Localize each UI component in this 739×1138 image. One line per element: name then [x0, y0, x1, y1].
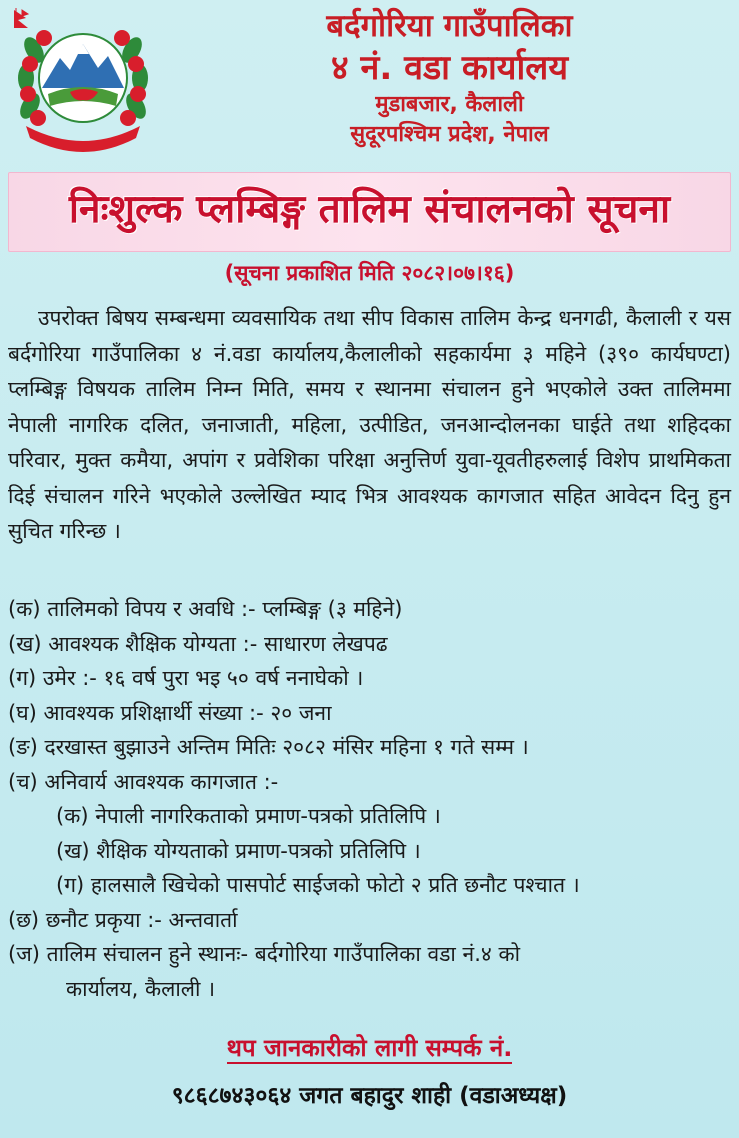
list-item: (ज) तालिम संचालन हुने स्थानः- बर्दगोरिया गाउँपालिका वडा नं.४ को: [8, 942, 521, 966]
list-item: (क) तालिमको विपय र अवधि :- प्लम्बिङ्ग (३ महिने): [8, 597, 403, 621]
requirements-list: [8, 592, 731, 1006]
published-date: (सूचना प्रकाशित मिति २०८२।०७।१६): [224, 261, 515, 285]
list-item: (ख) आवश्यक शैक्षिक योग्यता :- साधारण लेखपढ: [8, 631, 388, 656]
document-item: (ख) शैक्षिक योग्यताको प्रमाण-पत्रको प्रतिलिपि ।: [56, 838, 421, 863]
contact-heading: [0, 1030, 739, 1066]
office-address: मुडाबजार, कैलाली: [375, 92, 524, 117]
intro-paragraph: [8, 301, 731, 550]
list-item: (च) अनिवार्य आवश्यक कागजात :-: [8, 769, 279, 794]
contact-heading-text: थप जानकारीको लागी सम्पर्क नं.: [226, 1034, 513, 1062]
list-item-continuation: कार्यालय, कैलाली ।: [66, 976, 216, 1001]
title-banner: [8, 172, 731, 252]
list-item: (ङ) दरखास्त बुझाउने अन्तिम मितिः २०८२ मंसिर महिना १ गते सम्म ।: [8, 735, 529, 759]
municipality-name: बर्दगोरिया गाउँपालिका: [326, 8, 573, 44]
nepal-government-emblem-icon: [8, 6, 158, 156]
notice-title: निःशुल्क प्लम्बिङ्ग तालिम संचालनको सूचना: [68, 187, 671, 232]
ward-office-name: ४ नं. वडा कार्यालय: [330, 48, 569, 88]
list-item: (छ) छनौट प्रकृया :- अन्तवार्ता: [8, 907, 238, 932]
office-heading: [160, 6, 739, 150]
contact-info: ९८६८७४३०६४ जगत बहादुर शाही (वडाअध्यक्ष): [171, 1083, 568, 1109]
document-item: (क) नेपाली नागरिकताको प्रमाण-पत्रको प्रतिलिपि ।: [56, 804, 441, 828]
list-item: (घ) आवश्यक प्रशिक्षार्थी संख्या :- २० जना: [8, 700, 332, 725]
province-country: सुदूरपश्चिम प्रदेश, नेपाल: [350, 122, 549, 147]
intro-text: उपरोक्त बिषय सम्बन्धमा व्यवसायिक तथा सीप विकास तालिम केन्द्र धनगढी, कैलाली र यस बर्दगोरिया गाउँपालिका ४ नं.वडा कार्यालय,कैलालीको सहकार्यमा ३ महिने (३९० कार्यघण्टा) प्लम्बिङ्ग विषयक तालिम निम्न मिति, समय र स्थानमा संचालन हुने भएकोले उक्त तालिममा नेपाली नागरिक दलित, जनाजाती, महिला, उत्पीडित, जनआन्दोलनका घाईते तथा शहिदका परिवार, मुक्त कमैया, अपांग र प्रवेशिका परिक्षा अनुत्तिर्ण युवा-यूवतीहरुलाई विशेप प्राथमिकता दिई संचालन गरिने भएकोले उल्लेखित म्याद भित्र आवश्यक कागजात सहित आवेदन दिनु हुन सुचित गरिन्छ ।: [8, 306, 731, 543]
notice-header: [0, 0, 739, 168]
list-item: (ग) उमेर :- १६ वर्ष पुरा भइ ५० वर्ष ननाघेको ।: [8, 666, 364, 690]
document-item: (ग) हालसालै खिचेको पासपोर्ट साईजको फोटो २ प्रति छनौट पश्चात ।: [56, 873, 580, 897]
